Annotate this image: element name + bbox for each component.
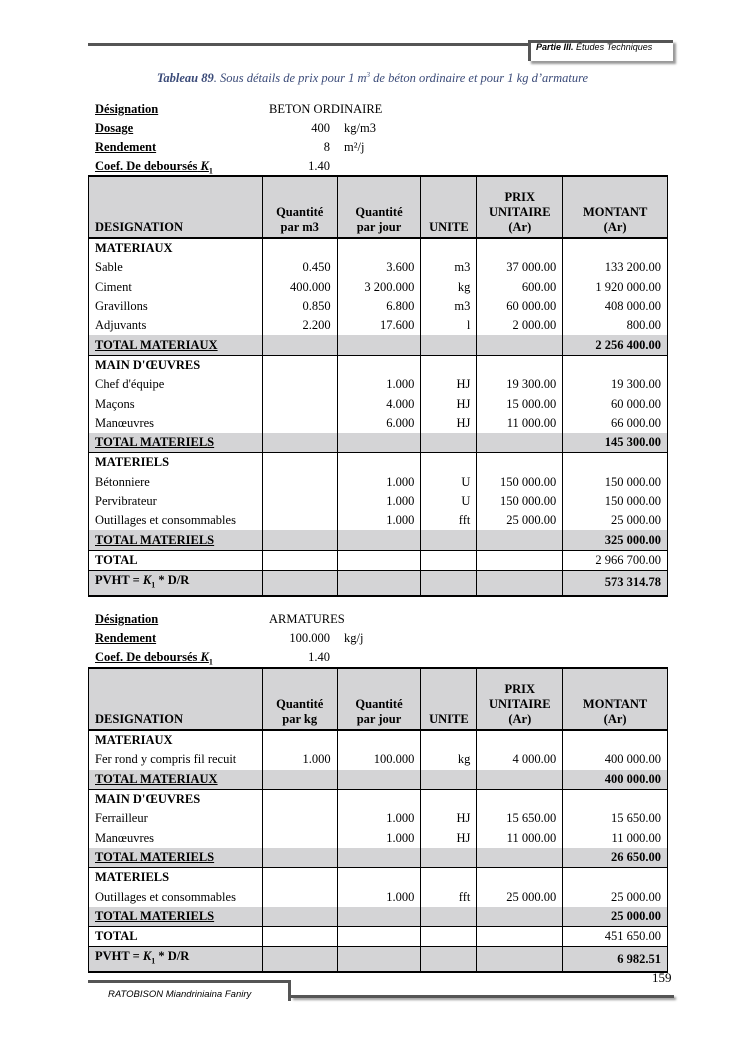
designation-value: BETON ORDINAIRE — [269, 102, 383, 116]
cell-unit-price — [477, 730, 563, 750]
cell-amount: 408 000.00 — [563, 297, 668, 316]
cell-amount: 325 000.00 — [563, 530, 668, 550]
table-row — [89, 238, 668, 258]
cell-qty-unit — [262, 511, 337, 530]
cell-amount: 145 300.00 — [563, 433, 668, 453]
cell-qty-unit — [262, 887, 337, 906]
cell-amount: 2 966 700.00 — [563, 550, 668, 570]
cell-qty-unit — [262, 770, 337, 790]
table-row — [89, 394, 668, 413]
coef-label: Coef. De deboursés $K_1$ — [95, 650, 213, 667]
cell-qty-unit — [262, 394, 337, 413]
cell-unit — [421, 789, 477, 809]
cell-qty-day: 3.600 — [337, 258, 421, 277]
header-designation — [89, 176, 263, 238]
rendement-label: Rendement — [95, 631, 157, 645]
cell-unit — [421, 453, 477, 473]
cell-designation: MAIN D'ŒUVRES — [89, 355, 263, 375]
cell-unit-price — [477, 453, 563, 473]
cell-unit: l — [421, 316, 477, 335]
cell-amount: 25 000.00 — [563, 887, 668, 906]
cell-designation: Outillages et consommables — [89, 887, 263, 906]
footer-rule — [291, 995, 674, 998]
cell-qty-unit — [262, 453, 337, 473]
header-text: UNITE — [429, 712, 469, 726]
dosage-value: 400 — [311, 121, 330, 135]
armature-table — [88, 667, 668, 973]
cell-qty-unit: 2.200 — [262, 316, 337, 335]
cell-qty-unit: 1.000 — [262, 750, 337, 769]
cell-unit-price: 11 000.00 — [477, 828, 563, 847]
cell-unit: m3 — [421, 258, 477, 277]
cell-unit-price — [477, 770, 563, 790]
table-row — [89, 887, 668, 906]
cell-qty-day: 1.000 — [337, 511, 421, 530]
table-row — [89, 550, 668, 570]
rendement-value: 100.000 — [289, 631, 330, 645]
cell-unit-price — [477, 355, 563, 375]
table-header-row — [89, 668, 668, 730]
cell-qty-day — [337, 848, 421, 868]
header-designation — [89, 668, 263, 730]
cell-unit-price: 19 300.00 — [477, 375, 563, 394]
header-text: PRIX — [504, 190, 536, 204]
header-unit — [421, 668, 477, 730]
cell-designation: Pervibrateur — [89, 492, 263, 511]
table-row — [89, 848, 668, 868]
cell-empty — [337, 947, 421, 972]
cell-unit: HJ — [421, 809, 477, 828]
cell-amount: 25 000.00 — [563, 511, 668, 530]
cell-qty-day: 17.600 — [337, 316, 421, 335]
header-amount — [563, 176, 668, 238]
cell-qty-day: 1.000 — [337, 375, 421, 394]
cell-amount: 1 920 000.00 — [563, 278, 668, 297]
cell-amount: 150 000.00 — [563, 492, 668, 511]
cell-qty-day: 1.000 — [337, 809, 421, 828]
cell-pvht-value: 573 314.78 — [563, 571, 668, 596]
cell-unit: kg — [421, 278, 477, 297]
table-row — [89, 278, 668, 297]
cell-amount: 800.00 — [563, 316, 668, 335]
cell-amount — [563, 355, 668, 375]
header-text: MONTANT — [582, 205, 648, 219]
cell-unit: m3 — [421, 297, 477, 316]
caption-label: Tableau 89 — [156, 71, 214, 86]
cell-designation: TOTAL — [89, 550, 263, 570]
cell-qty-day: 6.800 — [337, 297, 421, 316]
table-row — [89, 530, 668, 550]
cell-designation: Chef d'équipe — [89, 375, 263, 394]
cell-designation: Fer rond y compris fil recuit — [89, 750, 263, 769]
table-row — [89, 414, 668, 433]
cell-unit-price: 37 000.00 — [477, 258, 563, 277]
header-text: DESIGNATION — [95, 712, 183, 726]
cell-designation: MATERIELS — [89, 868, 263, 888]
cell-pvht-value: 6 982.51 — [563, 947, 668, 972]
pvht-var-sub: 1 — [151, 580, 156, 590]
cell-designation: TOTAL MATERIAUX — [89, 335, 263, 355]
running-header: Partie III. Études Techniques — [536, 42, 653, 52]
pvht-prefix: PVHT = — [95, 949, 143, 964]
cell-unit-price: 11 000.00 — [477, 414, 563, 433]
table-row — [89, 789, 668, 809]
pvht-row — [89, 571, 668, 596]
cell-designation: Manœuvres — [89, 828, 263, 847]
cell-empty — [337, 571, 421, 596]
cell-amount: 25 000.00 — [563, 907, 668, 927]
cell-qty-day — [337, 550, 421, 570]
cell-designation: TOTAL — [89, 926, 263, 946]
cell-designation: Ferrailleur — [89, 809, 263, 828]
cell-designation: Sable — [89, 258, 263, 277]
dosage-label: Dosage — [95, 121, 134, 135]
part-label: Partie III — [536, 42, 572, 52]
header-text: Quantité — [355, 205, 403, 219]
pvht-var — [142, 949, 156, 966]
pvht-row — [89, 947, 668, 972]
cell-designation: TOTAL MATERIAUX — [89, 770, 263, 790]
cell-qty-unit — [262, 828, 337, 847]
cell-designation: Adjuvants — [89, 316, 263, 335]
cell-qty-day — [337, 453, 421, 473]
cell-unit: HJ — [421, 375, 477, 394]
cell-qty-day — [337, 335, 421, 355]
header-text: Quantité — [276, 205, 324, 219]
cell-designation: MATERIELS — [89, 453, 263, 473]
cell-unit-price: 15 000.00 — [477, 394, 563, 413]
header-text: Quantité — [276, 697, 324, 711]
cell-qty-unit — [262, 848, 337, 868]
header-text: UNITE — [429, 220, 469, 234]
cell-unit-price — [477, 789, 563, 809]
cell-qty-day — [337, 868, 421, 888]
table-header-row — [89, 176, 668, 238]
cell-amount: 26 650.00 — [563, 848, 668, 868]
section-label: Études Techniques — [576, 42, 653, 52]
cell-amount — [563, 730, 668, 750]
cell-qty-day — [337, 770, 421, 790]
caption-text: Sous détails de prix pour 1 m — [220, 71, 367, 86]
cell-designation: Ciment — [89, 278, 263, 297]
table-row — [89, 258, 668, 277]
cell-unit: U — [421, 473, 477, 492]
cell-unit: fft — [421, 887, 477, 906]
table-row — [89, 355, 668, 375]
cell-designation: TOTAL MATERIELS — [89, 433, 263, 453]
cell-qty-unit: 400.000 — [262, 278, 337, 297]
pvht-suffix: * D/R — [155, 949, 190, 964]
cell-unit — [421, 868, 477, 888]
cell-unit-price — [477, 335, 563, 355]
cell-qty-unit: 0.850 — [262, 297, 337, 316]
rendement-unit: kg/j — [344, 631, 364, 645]
cell-qty-day: 6.000 — [337, 414, 421, 433]
header-text: (Ar) — [603, 220, 627, 234]
cell-amount: 2 256 400.00 — [563, 335, 668, 355]
cell-qty-unit — [262, 926, 337, 946]
table-row — [89, 907, 668, 927]
cell-unit-price: 15 650.00 — [477, 809, 563, 828]
cell-designation: MATERIAUX — [89, 730, 263, 750]
cell-amount: 19 300.00 — [563, 375, 668, 394]
cell-qty-unit — [262, 492, 337, 511]
header-qty-unit — [262, 668, 337, 730]
header-rule — [88, 43, 528, 46]
table-row — [89, 433, 668, 453]
table-row — [89, 511, 668, 530]
cell-unit — [421, 550, 477, 570]
designation-value: ARMATURES — [269, 612, 345, 626]
cell-designation: Outillages et consommables — [89, 511, 263, 530]
cell-qty-day — [337, 907, 421, 927]
cell-amount: 11 000.00 — [563, 828, 668, 847]
pvht-suffix: * D/R — [155, 573, 190, 588]
header-text: (Ar) — [603, 712, 627, 726]
header-text: Quantité — [355, 697, 403, 711]
cell-qty-unit — [262, 907, 337, 927]
cell-qty-day — [337, 433, 421, 453]
cell-empty — [477, 571, 563, 596]
cell-amount: 66 000.00 — [563, 414, 668, 433]
cell-qty-day: 1.000 — [337, 828, 421, 847]
cell-designation: Gravillons — [89, 297, 263, 316]
cell-qty-day — [337, 789, 421, 809]
cell-empty — [421, 947, 477, 972]
cell-qty-unit — [262, 355, 337, 375]
cell-designation: Bétonniere — [89, 473, 263, 492]
rendement-label: Rendement — [95, 140, 157, 154]
header-qty-unit — [262, 176, 337, 238]
cell-designation: Maçons — [89, 394, 263, 413]
cell-qty-day — [337, 730, 421, 750]
cell-unit-price: 600.00 — [477, 278, 563, 297]
header-text: PRIX — [504, 682, 536, 696]
coef-label: Coef. De deboursés $K_1$ — [95, 159, 213, 176]
pvht-prefix: PVHT = — [95, 573, 143, 588]
cell-qty-day: 1.000 — [337, 492, 421, 511]
header-text: par kg — [282, 712, 318, 726]
pvht-var-sub: 1 — [151, 956, 156, 966]
header-text: par jour — [356, 712, 402, 726]
table-row — [89, 730, 668, 750]
cell-qty-day — [337, 530, 421, 550]
table-row — [89, 492, 668, 511]
cell-unit-price: 60 000.00 — [477, 297, 563, 316]
cell-unit-price — [477, 433, 563, 453]
cell-unit-price: 150 000.00 — [477, 473, 563, 492]
cell-empty — [421, 571, 477, 596]
cell-unit-price — [477, 926, 563, 946]
footer-author: RATOBISON Miandriniaina Faniry — [108, 989, 252, 1000]
cell-amount — [563, 868, 668, 888]
cell-qty-unit — [262, 868, 337, 888]
cell-unit — [421, 355, 477, 375]
table-caption: Tableau 89. Sous détails de prix pour 1 $m^3$ de béton ordinaire et pour 1 kg d’armature — [156, 71, 589, 86]
cell-unit-price: 2 000.00 — [477, 316, 563, 335]
cell-qty-day: 1.000 — [337, 887, 421, 906]
header-unit-price — [477, 668, 563, 730]
header-text: MONTANT — [582, 697, 648, 711]
cell-pvht-label — [89, 947, 263, 972]
header-text: DESIGNATION — [95, 220, 183, 234]
caption-sup: 3 — [366, 71, 371, 79]
cell-unit — [421, 926, 477, 946]
header-unit-price — [477, 176, 563, 238]
cell-qty-unit — [262, 530, 337, 550]
cell-qty-day: 100.000 — [337, 750, 421, 769]
cell-unit — [421, 335, 477, 355]
cell-unit: U — [421, 492, 477, 511]
cell-qty-day: 4.000 — [337, 394, 421, 413]
table-row — [89, 453, 668, 473]
header-amount — [563, 668, 668, 730]
cell-unit-price: 25 000.00 — [477, 511, 563, 530]
header-unit — [421, 176, 477, 238]
cell-unit — [421, 530, 477, 550]
header-qty-day — [337, 176, 421, 238]
table-row — [89, 473, 668, 492]
table-row — [89, 868, 668, 888]
cell-unit: fft — [421, 511, 477, 530]
cell-unit-price — [477, 238, 563, 258]
cell-unit-price — [477, 868, 563, 888]
cell-designation: TOTAL MATERIELS — [89, 907, 263, 927]
cell-qty-unit — [262, 375, 337, 394]
cell-qty-unit: 0.450 — [262, 258, 337, 277]
table-row — [89, 828, 668, 847]
cell-unit-price — [477, 848, 563, 868]
designation-label: Désignation — [95, 102, 159, 116]
header-qty-day — [337, 668, 421, 730]
cell-amount: 15 650.00 — [563, 809, 668, 828]
cell-qty-day: 3 200.000 — [337, 278, 421, 297]
cell-amount: 451 650.00 — [563, 926, 668, 946]
cell-qty-unit — [262, 550, 337, 570]
cell-designation: TOTAL MATERIELS — [89, 848, 263, 868]
cell-amount — [563, 238, 668, 258]
cell-designation: TOTAL MATERIELS — [89, 530, 263, 550]
header-text: UNITAIRE — [489, 205, 551, 219]
cell-amount: 150 000.00 — [563, 473, 668, 492]
cell-qty-unit — [262, 730, 337, 750]
rendement-value: 8 — [323, 140, 330, 154]
cell-qty-unit — [262, 335, 337, 355]
cell-empty — [262, 571, 337, 596]
header-text: par jour — [356, 220, 402, 234]
table-row — [89, 770, 668, 790]
cell-amount: 133 200.00 — [563, 258, 668, 277]
cell-designation: MATERIAUX — [89, 238, 263, 258]
cell-amount — [563, 789, 668, 809]
cell-qty-unit — [262, 433, 337, 453]
cell-unit — [421, 907, 477, 927]
table-row — [89, 375, 668, 394]
cell-empty — [262, 947, 337, 972]
coef-value: 1.40 — [308, 650, 330, 664]
cell-unit: HJ — [421, 414, 477, 433]
cell-unit-price — [477, 907, 563, 927]
cell-designation: MAIN D'ŒUVRES — [89, 789, 263, 809]
cell-qty-unit — [262, 789, 337, 809]
cell-unit — [421, 238, 477, 258]
cell-unit — [421, 848, 477, 868]
cell-unit-price — [477, 530, 563, 550]
pvht-var-letter: K — [142, 949, 152, 964]
caption-text-after: de béton ordinaire et pour 1 kg d’armature — [370, 71, 589, 86]
cell-unit-price: 4 000.00 — [477, 750, 563, 769]
cell-amount — [563, 453, 668, 473]
designation-label: Désignation — [95, 612, 159, 626]
coef-value: 1.40 — [308, 159, 330, 173]
cell-unit — [421, 770, 477, 790]
cell-unit: kg — [421, 750, 477, 769]
cell-qty-day: 1.000 — [337, 473, 421, 492]
cell-qty-day — [337, 355, 421, 375]
cell-unit — [421, 730, 477, 750]
dosage-unit: kg/m3 — [344, 121, 376, 135]
cell-qty-day — [337, 926, 421, 946]
pvht-var — [142, 573, 156, 590]
header-text: par m3 — [280, 220, 319, 234]
cell-amount: 60 000.00 — [563, 394, 668, 413]
table-row — [89, 750, 668, 769]
cell-pvht-label — [89, 571, 263, 596]
cell-qty-unit — [262, 238, 337, 258]
cell-qty-unit — [262, 414, 337, 433]
table-row — [89, 297, 668, 316]
header-text: (Ar) — [508, 712, 532, 726]
cell-amount: 400 000.00 — [563, 770, 668, 790]
table-row — [89, 316, 668, 335]
rendement-unit: m²/j — [344, 140, 365, 154]
table-row — [89, 926, 668, 946]
cell-unit-price — [477, 550, 563, 570]
cell-qty-unit — [262, 809, 337, 828]
header-text: UNITAIRE — [488, 697, 551, 711]
beton-table — [88, 175, 668, 597]
cell-amount: 400 000.00 — [563, 750, 668, 769]
table-row — [89, 335, 668, 355]
pvht-var-letter: K — [142, 573, 152, 588]
cell-qty-day — [337, 238, 421, 258]
cell-empty — [477, 947, 563, 972]
cell-qty-unit — [262, 473, 337, 492]
cell-designation: Manœuvres — [89, 414, 263, 433]
cell-unit-price: 25 000.00 — [477, 887, 563, 906]
header-text: (Ar) — [508, 220, 532, 234]
page-number: 159 — [652, 970, 672, 985]
cell-unit: HJ — [421, 828, 477, 847]
cell-unit-price: 150 000.00 — [477, 492, 563, 511]
table-row — [89, 809, 668, 828]
cell-unit: HJ — [421, 394, 477, 413]
cell-unit — [421, 433, 477, 453]
